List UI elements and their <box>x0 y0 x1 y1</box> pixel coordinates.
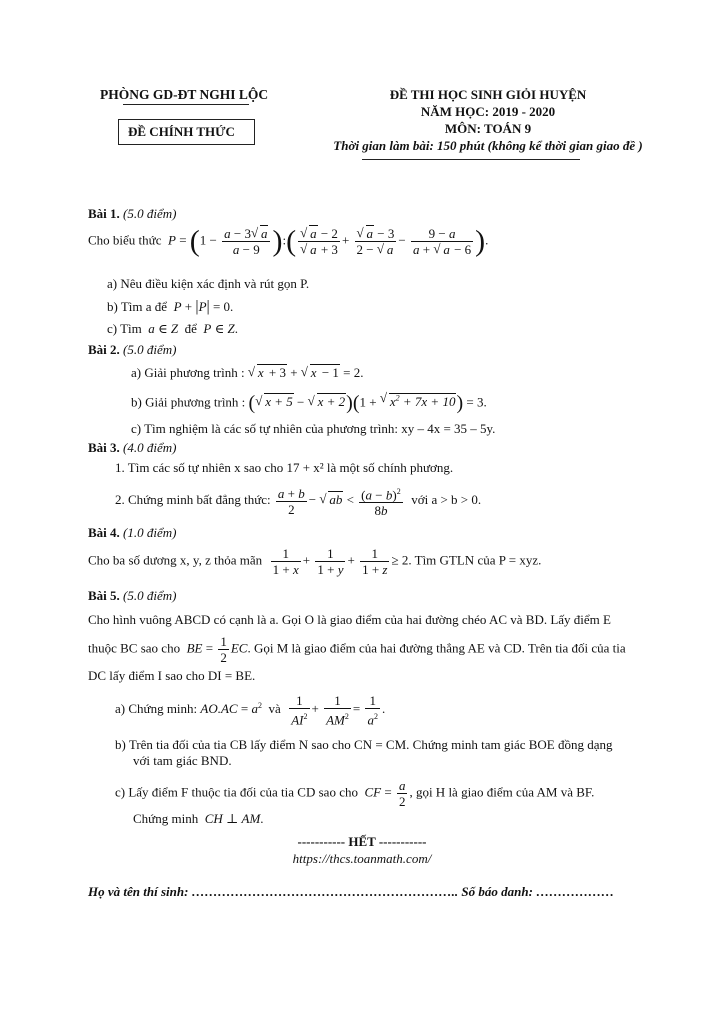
exam-title: ĐỀ THI HỌC SINH GIỎI HUYỆN <box>389 87 587 102</box>
bai3-heading: Bài 3. (4.0 điểm) <box>88 440 177 455</box>
bai2-a: a) Giải phương trình : √ x + 3 + √ x − 1 = 2. <box>131 365 364 381</box>
header-left-underline <box>123 104 249 105</box>
bai4-text: Cho ba số dương x, y, z thỏa mãn $\frac{1}{1 + x}$ + $\frac{1}{1 + y}$ + $\frac{1}{1 + z}$ ≥ 2. Tìm GTLN của P = xyz. <box>88 546 542 577</box>
bai5-c2: Chứng minh CH ⊥ AM. <box>133 811 264 826</box>
bai5-line2: thuộc BC sao cho BE = $\frac{1}{2}$ EC. Gọi M là giao điểm của hai đường thẳng AE và CD. Trên tia đối của tia <box>88 634 626 665</box>
header-right-underline <box>362 159 580 160</box>
bai1-heading: Bài 1. (5.0 điểm) <box>88 206 177 221</box>
bai3-item2: 2. Chứng minh bất đẳng thức: $\frac{a + b}{2}$ − √ ab < $\frac{(a - b)^2}{8b}$ với a > b > 0. <box>115 484 481 518</box>
school-office: PHÒNG GD-ĐT NGHI LỘC <box>100 87 269 102</box>
bai2-b: b) Giải phương trình : (√ x + 5 − √ x + 2)(1 + √ $x^2 + 7x + 10) = 3$. <box>131 392 487 415</box>
subject: MÔN: TOÁN 9 <box>444 121 532 136</box>
bai2-heading: Bài 2. (5.0 điểm) <box>88 342 177 357</box>
bai1-a: a) Nêu điều kiện xác định và rút gọn P. <box>107 276 310 291</box>
bai5-line3: DC lấy điểm I sao cho DI = BE. <box>88 668 256 683</box>
bai5-c1: c) Lấy điểm F thuộc tia đối của tia CD sao cho CF = $\frac{a}{2}$ , gọi H là giao điểm của AM và BF. <box>115 778 595 809</box>
bai5-heading: Bài 5. (5.0 điểm) <box>88 588 177 603</box>
bai2-c: c) Tìm nghiệm là các số tự nhiên của phương trình: xy – 4x = 35 – 5y. <box>131 421 496 436</box>
bai5-line1: Cho hình vuông ABCD có cạnh là a. Gọi O là giao điểm của hai đường chéo AC và BD. Lấy điểm E <box>88 612 611 627</box>
time-limit: Thời gian làm bài: 150 phút (không kể thời gian giao đề ) <box>333 138 643 153</box>
bai3-item1: 1. Tìm các số tự nhiên x sao cho 17 + x² là một số chính phương. <box>115 460 454 475</box>
bai1-b: b) Tìm a để P + |P| = 0. <box>107 298 234 315</box>
bai1-c: c) Tìm a ∈ Z để P ∈ Z. <box>107 321 238 336</box>
end-marker: ----------- HẾT ----------- <box>297 834 427 849</box>
school-year: NĂM HỌC: 2019 - 2020 <box>420 104 556 119</box>
student-info-line: Họ và tên thí sinh: …………………………………………………….. Số báo danh: ……………… <box>88 884 615 899</box>
bai5-b1: b) Trên tia đối của tia CB lấy điểm N sao cho CN = CM. Chứng minh tam giác BOE đồng dạng <box>115 737 613 752</box>
source-url: https://thcs.toanmath.com/ <box>292 851 432 866</box>
bai4-heading: Bài 4. (1.0 điểm) <box>88 525 177 540</box>
official-badge-label: ĐỀ CHÍNH THỨC <box>128 124 235 139</box>
bai1-expression: Cho biểu thức P = (1 − $\frac{a - 3√ a}{a - 9}$ ):( √ a − 2 √ a + 3 + √ $\frac{a - 3}{2 - √ a}$ − $\frac{9 - a}{a + √ a - 6}$ ). <box>88 226 488 257</box>
bai5-a: a) Chứng minh: $AO.AC = a^2$ và $\frac{1}{AI^2}$ + $\frac{1}{AM^2}$ = $\frac{1}{a^2}$ . <box>115 693 386 728</box>
bai5-b2: với tam giác BND. <box>133 753 232 768</box>
